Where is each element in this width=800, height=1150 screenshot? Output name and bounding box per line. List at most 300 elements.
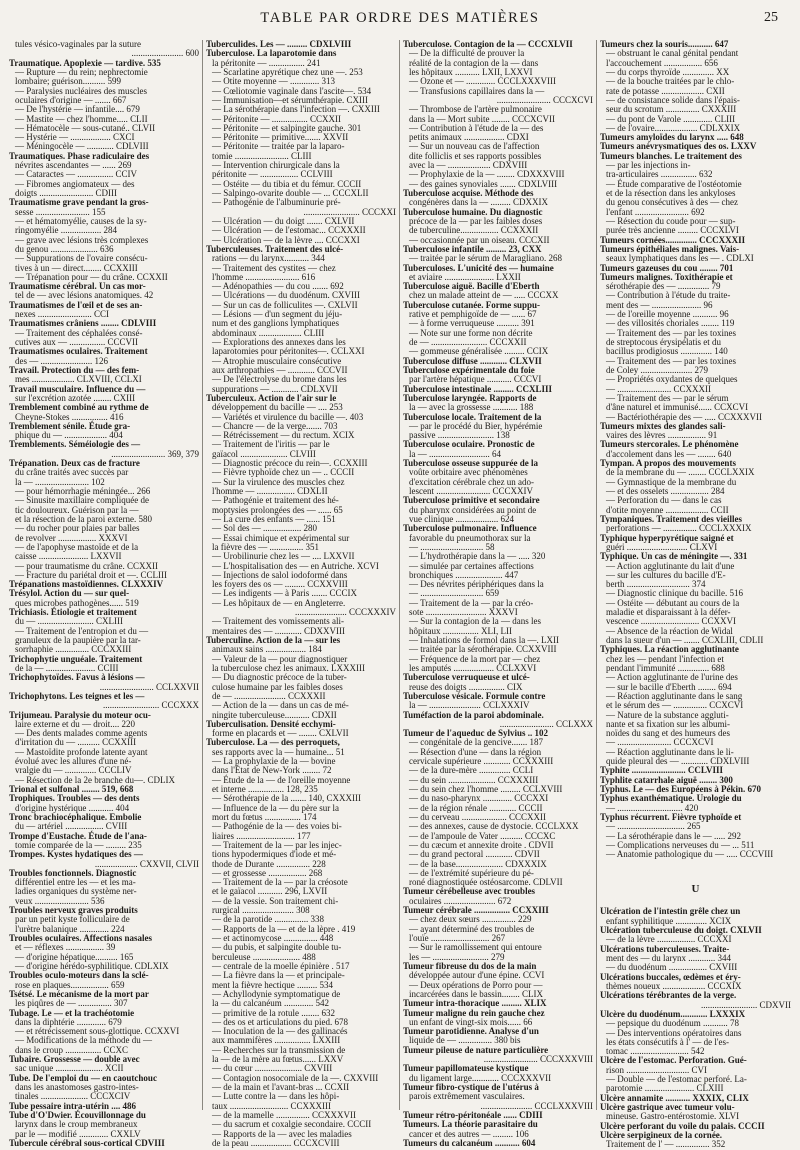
- index-entry-line: tic douloureux. Guérison par la —: [15, 504, 139, 515]
- index-entry-line: — par les injections in-: [606, 160, 691, 171]
- index-entry-heading: Tympan. A propos des mouvements: [600, 458, 736, 469]
- index-entry-line: — Contagion nosocomiale de la —. CXXVIII: [212, 1072, 379, 1083]
- index-entry-line: — Variétés et virulence du bacille —. 403: [212, 411, 364, 422]
- index-entry-heading: Tumeurs. La théorie parasitaire du: [403, 1119, 538, 1130]
- index-entry-heading: Tuberculose. La laparotomie dans: [206, 48, 337, 59]
- index-entry-heading: Tsétsé. Le mécanisme de la mort par: [9, 988, 149, 999]
- index-entry-line: — Cataractes — ................ CCIV: [15, 169, 137, 180]
- index-entry-line: — Ulcération — du doigt ....... CXLVII: [212, 215, 355, 226]
- page-number: 25: [764, 10, 778, 25]
- index-entry-heading: Tuberculine. Action de la — sur les: [206, 635, 341, 645]
- index-entry-line: — Deux opérations de Porro pour —: [409, 979, 543, 990]
- index-entry-line: avec la — ................... CDXVIII: [409, 160, 528, 171]
- index-entry-line: et aviaire ...................... LXXII: [409, 271, 521, 282]
- index-entry-line: ladies organiques du système ner-: [15, 886, 137, 897]
- index-entry-line: — Ostéite — débutant au cours de la: [606, 597, 740, 608]
- index-entry-heading: Tuberculose. Contagion de la — CCCXLVII: [403, 39, 573, 49]
- index-entry-line: — des gaines synoviales ....... CDXLVIII: [409, 178, 558, 189]
- index-entry-heading: Trichophytons. Les teignes et les —: [9, 690, 145, 701]
- index-entry-line: — Salpingo-ovarite double — ... CCCXLII: [212, 188, 369, 198]
- index-entry-line: un enfant de vingt-six mois...... 66: [409, 1016, 533, 1027]
- index-entry-heading: Tumeur rétro-péritonéale ...... CDIII: [403, 1109, 543, 1120]
- index-entry-line: forme en placards et — ........ CXLVII: [212, 728, 349, 739]
- index-entry-line: — Double — de l'estomac perforé. La-: [606, 1074, 747, 1085]
- index-entry-line: — Cœliotomie vaginale dans l'ascite—. 534: [212, 85, 372, 96]
- index-entry-line: de la membrane du — ........ CCCLXXIX: [606, 467, 755, 478]
- index-entry-heading: Tumeurs cornées.............. CCCXXXII: [600, 234, 746, 245]
- index-entry-line: sur l'excrétion azotée ........ CXIII: [15, 392, 136, 403]
- index-entry-line: la — ........................... 64: [409, 448, 501, 459]
- index-entry-line: ......................... CCCXXX: [102, 700, 199, 711]
- index-entry-line: — du duodénum ................. CXVIII: [606, 962, 738, 973]
- index-entry-line: — de l'ovaire................... CDLXXIX: [606, 122, 741, 133]
- index-entry-heading: Tuméfaction de la paroi abdominale.: [403, 709, 544, 720]
- index-entry-line: ................... CXXVII, CLVII: [94, 858, 199, 869]
- index-entry-heading: Tuberculose primitive et secondaire: [403, 495, 540, 506]
- index-entry-line: — Sur un cas de folliculites —. CXLVII: [212, 299, 358, 310]
- index-entry-line: du crâne traités avec succès par: [15, 467, 129, 478]
- index-entry-line: l'accouchement ................. 656: [606, 57, 718, 68]
- index-entry-heading: Ulcère de l'estomac. Perforation. Gué-: [600, 1055, 747, 1066]
- index-entry-line: — des annexes, cause de dystocie. CCCLXXX: [409, 821, 579, 832]
- index-entry-line: — Fibromes angiomateux — des: [15, 178, 135, 189]
- index-entry-line: précoce de la — par les faibles doses: [409, 215, 543, 226]
- index-entry-line: — de l'extrémité supérieure du pé-: [409, 867, 534, 878]
- index-entry-line: — congénitale de la gencive....... 187: [409, 737, 543, 748]
- index-entry-line: péritonite — ................. CCLVIII: [212, 169, 333, 180]
- index-entry-line: — Résection d'une — dans la région: [409, 746, 542, 757]
- index-entry-line: — ayant déterminé des troubles de: [409, 923, 535, 934]
- index-entry-line: la péritonite — ................ 241: [212, 57, 321, 68]
- index-entry-line: rurgical ....................... 308: [212, 905, 310, 916]
- index-entry-heading: Trésylol. Action du — sur quel-: [9, 588, 130, 599]
- index-entry-heading: Tumeurs stercorales. Le phénomène: [600, 439, 739, 450]
- index-entry-line: — Péritonite — traitée par la laparo-: [212, 141, 345, 152]
- index-entry-heading: Tuberculose pulmonaire. Influence: [403, 523, 537, 534]
- index-entry-line: — Transfusions capillaires dans la —: [409, 85, 545, 96]
- index-entry-line: — Des dents malades comme agents: [15, 728, 148, 739]
- index-entry-line: — du pont de Varole ............. CLIII: [606, 113, 736, 124]
- index-entry-line: lescent ........................ CCCXXIV: [409, 486, 533, 496]
- index-entry-line: et le gaïacol ........... 296, LXVII: [212, 886, 328, 897]
- index-entry-heading: Tuberculose humaine. Du diagnostic: [403, 206, 543, 217]
- index-entry-line: vaires des lèvres ................. 91: [606, 430, 718, 441]
- index-entry-heading: Tubage. Le — et la trachéotomie: [9, 1007, 135, 1018]
- index-entry-line: — Lésions — d'un segment du jéju-: [212, 309, 343, 320]
- index-entry-line: — ............................ 58: [409, 541, 495, 552]
- index-entry-line: mineuse. Gastro-entérostomie. XLVI: [606, 1111, 740, 1122]
- index-entry-line: tomac .......................... 542: [606, 1046, 705, 1057]
- index-entry-line: — Valeur de la — pour diagnostiquer: [212, 653, 348, 664]
- index-entry-line: — Fracture du pariétal droit et —. CCLIII: [15, 569, 167, 580]
- index-entry-line: — du naso-pharynx ............. CCCXXI: [409, 793, 549, 804]
- index-entry-heading: Troubles fonctionnels. Diagnostic: [9, 867, 137, 878]
- index-entry-heading: Tympaniques. Traitement des vieilles: [600, 513, 743, 524]
- index-entry-line: mort du fœtus ................ 174: [212, 811, 317, 822]
- index-entry-line: berth ............................ 374: [606, 579, 706, 590]
- index-entry-line: vescence .......................... CCXXVI: [606, 616, 736, 627]
- index-entry-line: chez les — pendant l'infection et: [606, 653, 724, 664]
- index-entry-line: — Traitement des cystites — chez: [212, 262, 336, 273]
- index-entry-line: hôpitaux ................ XLI, LII: [409, 625, 512, 636]
- index-entry-heading: Tumeurs du calcanéum ........... 604: [403, 1137, 536, 1148]
- page-title: TABLE PAR ORDRE DES MATIÈRES: [260, 10, 540, 26]
- index-entry-line: — Explorations des annexes dans les: [212, 337, 346, 347]
- index-entry-heading: Typhus. Le — des Européens à Pékin. 670: [600, 784, 761, 794]
- index-entry-line: — Traitement des vomissements ali-: [212, 616, 344, 627]
- index-entry-line: purée très ancienne ......... CCCXLVI: [606, 225, 739, 236]
- index-entry-line: — pepsique du duodénum ........... 78: [606, 1018, 739, 1029]
- index-entry-line: noïdes du sang et des humeurs des: [606, 728, 730, 739]
- index-entry-line: — La prophylaxie de la — bovine: [212, 756, 336, 767]
- index-entry-line: — Achyllodynie symptomatique de: [212, 988, 341, 999]
- index-entry-line: — L'hospitalisation des — en Autriche. XCVI: [212, 560, 379, 571]
- index-entry-line: de streptocous érysipélatis et du: [606, 337, 721, 347]
- index-entry-heading: Tuberculose infantile ......... 23, CXX: [403, 243, 542, 254]
- index-entry-line: — Méningocèle — ............ CDLVIII: [15, 141, 149, 152]
- index-columns: [6, 39, 794, 1150]
- index-entry-line: — Hystérie — .................. CXCI: [15, 132, 135, 143]
- index-entry-heading: Typhique hyperpyrétique saigné et: [600, 532, 734, 543]
- index-entry-heading: Trichiasis. Étiologie et traitement: [9, 607, 137, 618]
- index-entry-line: du — ......................... CXLIII: [15, 616, 123, 627]
- index-entry-line: — grave avec lésions très complexes: [15, 234, 149, 245]
- index-entry-heading: Trépanation. Deux cas de fracture: [9, 458, 140, 469]
- index-entry-line: culose humaine par les faibles doses: [212, 681, 343, 692]
- index-entry-line: dans la sueur d'un — ....... CCXLIII, CDLII: [606, 635, 764, 645]
- index-entry-line: d'âne naturel et immunisé...... CCXCVI: [606, 402, 749, 413]
- index-entry-line: et — réflexes ................. 39: [15, 942, 116, 953]
- index-entry-line: — Sur un nouveau cas de l'affection: [409, 141, 540, 152]
- index-entry-heading: Typhiques. La réaction agglutinante: [600, 644, 739, 655]
- index-entry-heading: Tuberculose locale. Traitement de la: [403, 411, 542, 422]
- index-entry-heading: Tuberculose vésicale. Formule contre: [403, 690, 546, 701]
- index-entry-line: ques microbes pathogènes...... 519: [15, 597, 139, 608]
- index-entry-line: — de la bouche traitées par le chlo-: [606, 76, 735, 87]
- index-entry-heading: Tubercule cérébral sous-cortical CDVIII: [9, 1137, 165, 1148]
- index-entry-line: ......................... CCCXXI: [303, 206, 396, 217]
- index-entry-heading: Trépanations mastoïdiennes. CLXXXIV: [9, 579, 164, 590]
- index-entry-line: — Thrombose de l'artère pulmonaire: [409, 104, 542, 115]
- index-entry-heading: Trophiques. Troubles — des dents: [9, 793, 140, 804]
- index-entry-line: — gommeuse généralisée ......... CCIX: [409, 346, 549, 357]
- index-entry-line: — Sur la contagion de la — dans les: [409, 616, 541, 627]
- index-entry-line: — et actinomycose ............... 448: [212, 933, 334, 943]
- index-entry-heading: Tumeur parotidienne. Analyse d'un: [403, 1026, 539, 1037]
- index-entry-heading: Ulcération de l'intestin grêle chez un: [600, 906, 741, 917]
- index-entry-heading: Traumatiques. Phase radiculaire des: [9, 150, 150, 161]
- index-entry-line: différentiel entre les — et les ma-: [15, 877, 136, 888]
- index-entry-line: la fièvre des — ............... 351: [212, 541, 319, 552]
- index-entry-line: — Lutte contre la — dans les hôpi-: [212, 1091, 340, 1102]
- index-entry-heading: Tuberculose aiguë. Bacille d'Eberth: [403, 281, 540, 292]
- index-entry-line: de tuberculine................. CCXXXII: [409, 225, 539, 236]
- index-entry-line: laparotomies pour péritonites—. CCLXXI: [212, 346, 365, 357]
- index-entry-line: nexes ........................ CCI: [15, 309, 109, 320]
- index-entry-heading: Ulcérations buccales, œdèmes et éry-: [600, 971, 741, 982]
- index-entry-line: — pour traumatisme du crâne. CCXXII: [15, 560, 158, 571]
- index-entry-line: évolué avec les allures d'une né-: [15, 756, 132, 767]
- index-entry-line: — Traitement de l'iritis — par le: [212, 439, 330, 450]
- index-entry-line: moptysies prolongées des — ...... 65: [212, 504, 343, 515]
- index-entry-heading: Tuberculose acquise. Méthode des: [403, 188, 534, 198]
- index-entry-line: — des os et articulations du pied. 678: [212, 1016, 348, 1027]
- index-entry-heading: Tumeur papillomateuse kystique: [403, 1063, 529, 1074]
- index-entry-line: num et des ganglions lymphatiques: [212, 318, 339, 329]
- index-entry-line: de la — ...................... CCIII: [15, 662, 119, 673]
- index-entry-heading: Tuberculose laryngée. Rapports de: [403, 392, 537, 403]
- index-entry-heading: Tuberculeuses. Traitement des ulcé-: [206, 243, 344, 254]
- index-entry-line: — de l'apophyse mastoïde et de la: [15, 541, 139, 552]
- index-entry-line: suppurations — ............ CDLXVII: [212, 383, 338, 394]
- index-entry-heading: Trompes. Kystes hydatiques des —: [9, 849, 143, 860]
- index-entry-line: ment des — ...................... 96: [606, 299, 713, 310]
- index-entry-line: — Du diagnostic précoce de la tuber-: [212, 672, 347, 683]
- index-entry-line: gaïacol ..................... CLVIII: [212, 448, 316, 459]
- index-entry-line: — centrale de la moelle épinière . 517: [212, 960, 350, 971]
- index-entry-heading: Ulcération tuberculeuse du doigt. CXLVII: [600, 925, 762, 936]
- index-entry-line: — pour hémorrhagie méningée... 266: [15, 486, 151, 496]
- index-entry-line: dans la diphtérie ............. 679: [15, 1016, 122, 1027]
- index-entry-line: — L'hydrothérapie dans la — ..... 320: [409, 551, 546, 562]
- index-entry-heading: Typhique. Un cas de méningite —. 331: [600, 551, 748, 562]
- index-entry-line: — Urobilinurie chez les — .... LXXVII: [212, 551, 355, 562]
- index-entry-line: — Traitement des — par les toxines: [606, 327, 736, 338]
- index-entry-heading: Tumeur maligne du rein gauche chez: [403, 1007, 545, 1018]
- index-entry-line: — Suppurations de l'ovaire consécu-: [15, 253, 148, 264]
- index-entry-heading: Trijumeau. Paralysie du moteur ocu-: [9, 709, 151, 720]
- index-entry-line: — Pathogénie de l'albuminurie pré-: [212, 197, 341, 208]
- index-entry-heading: Typhite ........................ CCLVIII: [600, 765, 724, 776]
- index-entry-line: et interne ................ 128, 235: [212, 784, 318, 794]
- index-entry-line: ment la fièvre hectique ......... 534: [212, 979, 333, 990]
- index-entry-line: thèmes noueux ................... CCCXIX: [606, 980, 742, 991]
- index-entry-heading: Tumeurs blanches. Le traitement des: [600, 150, 742, 161]
- index-entry-line: — Rupture — du rein; nephrectomie: [15, 66, 148, 77]
- index-entry-line: — Les hôpitaux de — en Angleterre.: [212, 597, 346, 608]
- index-entry-heading: Tumeurs chez la souris........... 647: [600, 39, 729, 49]
- index-entry-heading: Tumeurs épithéliales malignes. Vais-: [600, 243, 740, 254]
- index-entry-line: et la résection de la paroi externe. 580: [15, 513, 152, 524]
- index-entry-line: Cheyne-Stokes ................ 416: [15, 411, 124, 422]
- index-entry-heading: Tuberculose cutanée. Forme suppu-: [403, 299, 541, 310]
- index-entry-line: — Des interventions opératoires dans: [606, 1027, 742, 1038]
- index-entry-heading: Tumeur cérébrale ................ CCXXIII: [403, 905, 549, 916]
- index-entry-line: sac unique ..................... XCII: [15, 1063, 124, 1074]
- index-entry-line: ses rapports avec la — humaine... 51: [212, 746, 345, 757]
- index-entry-heading: Troubles oculo-moteurs dans la sclé-: [9, 970, 149, 981]
- index-entry-heading: Typhus exanthématique. Urologie du: [600, 793, 742, 804]
- index-entry-line: abdominaux ................... CLIII: [212, 327, 325, 338]
- index-entry-heading: Trompe d'Eustache. Étude de l'ana-: [9, 830, 147, 841]
- index-entry-line: aux arthropathies — ............ CCCVII: [212, 364, 348, 375]
- index-entry-line: et le sérum des — ............... CCXCVI: [606, 700, 744, 711]
- index-entry-line: — Réaction agglutinante dans le li-: [606, 746, 734, 757]
- index-entry-line: favorable du pneumothorax sur la: [409, 532, 531, 543]
- index-entry-line: — et grossesse ................. 268: [212, 867, 323, 878]
- index-entry-heading: Tumeur fibreuse du dos de la main: [403, 960, 537, 971]
- section-letter: U: [691, 883, 700, 896]
- index-entry-line: voûte orbitaire avec phénomènes: [409, 467, 528, 478]
- index-entry-line: les hôpitaux ........... LXII, LXXVI: [409, 66, 533, 77]
- index-entry-line: — Hématocèle — sous-cutané.. CLVII: [15, 122, 156, 133]
- index-entry-line: — et rétrécissement sous-glottique. CCXXVI: [15, 1026, 180, 1037]
- index-entry-line: l'ouïe .......................... 267: [409, 933, 506, 943]
- index-entry-line: — de la parotide ............... 338: [212, 914, 324, 925]
- index-entry-line: — ............................. 420: [606, 802, 699, 813]
- index-entry-heading: Tumeurs malignes. Toxithérapie et: [600, 271, 733, 282]
- index-entry-line: sorrhaphie ............... CCCXXIII: [15, 644, 132, 655]
- index-entry-line: parois extrêmement vasculaires.: [409, 1091, 525, 1102]
- index-entry-line: — Traitement des céphalées consé-: [15, 327, 143, 338]
- index-entry-heading: Trichophytoïdes. Favus à lésions —: [9, 672, 145, 683]
- index-entry-line: dite folliclis et ses rapports possibles: [409, 150, 542, 161]
- index-entry-line: tra-articulaires ................ 632: [606, 169, 713, 180]
- index-column-2: [203, 39, 400, 1148]
- index-entry-line: réalité de la contagion de la — dans: [409, 57, 539, 68]
- index-entry-line: — d'origine hérédo-syphilitique. CDLXIX: [15, 960, 169, 971]
- index-entry-line: — Ostéite — du tibia et du fémur. CCCII: [212, 178, 362, 189]
- index-entry-heading: Tuberculose diffuse ............ CLXVII: [403, 355, 542, 366]
- index-entry-line: oculaires d'origine — ....... 667: [15, 94, 127, 105]
- index-entry-line: l'homme ........................ 616: [212, 271, 316, 282]
- index-entry-line: les états consécutifs à l' — de l'es-: [606, 1036, 729, 1047]
- index-entry-line: rate de potasse ................... CXII: [606, 85, 725, 96]
- index-entry-line: névrites ascendantes — ...... 269: [15, 160, 132, 171]
- index-entry-line: développée autour d'une épine. CCVI: [409, 970, 545, 981]
- index-entry-line: du ligament large............ CCCXXXVII: [409, 1072, 552, 1083]
- index-entry-line: — Inhalations de formol dans la —. LXII: [409, 635, 559, 645]
- index-entry-line: seur du scrotum ............... CXXXIII: [606, 104, 737, 115]
- index-entry-line: — De la difficulté de prouver la: [409, 48, 525, 59]
- index-entry-line: guéri ........................... CLXVI: [606, 541, 718, 552]
- index-entry-line: — Traitement des — par les toxines: [606, 355, 736, 366]
- index-entry-line: ....................... CCCLXXXVIII: [480, 1100, 593, 1111]
- index-entry-line: pendant l'immunité .............. 688: [606, 662, 725, 673]
- index-entry-line: les amputés .................. CCLXXVI: [409, 662, 537, 673]
- index-entry-line: tel de — avec lésions anatomiques. 42: [15, 290, 154, 301]
- index-entry-line: — Ulcérations — du duodénum. CXVIII: [212, 290, 360, 301]
- index-entry-line: d'irritation du — .......... CCXXIII: [15, 737, 137, 748]
- index-entry-line: ........................ CCLXXVII: [99, 681, 199, 692]
- index-entry-heading: Traumatique. Apoplexie — tardive. 535: [9, 57, 161, 68]
- index-entry-line: — à forme verruqueuse .......... 391: [409, 318, 535, 329]
- index-entry-line: — traitée par la sérothérapie. CCXXVIII: [409, 644, 557, 655]
- index-entry-heading: Tronc brachiocéphalique. Embolie: [9, 811, 142, 822]
- index-entry-line: — Péritonite — et salpingite gauche. 301: [212, 122, 362, 133]
- index-entry-line: — La cure des enfants — ...... 151: [212, 513, 336, 524]
- index-entry-line: mentaires des — ............ CDXXVIII: [212, 625, 345, 636]
- index-entry-heading: Tuberculose oculaire. Pronostic de: [403, 439, 535, 450]
- index-entry-line: sote ........................... XXXVI: [409, 607, 518, 618]
- index-entry-line: berculeuse ..................... 488: [212, 951, 316, 962]
- index-entry-line: — Sol des — ................. 280: [212, 523, 318, 534]
- index-entry-heading: Tuberculose verruqueuse et ulcé-: [403, 672, 530, 683]
- index-entry-line: — de la mamelle ............... CCXXXVII: [212, 1109, 356, 1120]
- index-entry-line: les — ......................... 279: [409, 951, 505, 962]
- index-entry-line: — traitée par le sérum de Maragliano. 268: [409, 253, 562, 264]
- index-entry-line: la — du calcanéum ............. 542: [212, 998, 329, 1009]
- index-entry-line: — ........................ CCCXCVI: [606, 737, 714, 748]
- index-entry-line: laire externe et du — droit.... 220: [15, 718, 135, 729]
- index-entry-line: incarcérées dans le bassin........ CLIX: [409, 988, 543, 999]
- index-entry-line: cervicale supérieure ............ CCXXXIII: [409, 756, 554, 767]
- index-entry-line: — par le procédé du Bier, hypérémie: [409, 420, 543, 431]
- index-entry-heading: Tumeurs mixtes des glandes sali-: [600, 420, 726, 431]
- index-entry-line: — obstruant le canal génital pendant: [606, 48, 739, 59]
- index-entry-line: — de la région rénale ............ CCCII: [409, 802, 543, 813]
- index-entry-heading: Traumatisme cérébral. Un cas mor-: [9, 281, 146, 292]
- index-entry-line: — Traitement de la — par la créosote: [212, 877, 348, 888]
- index-entry-line: — d'origine hépatique.......... 165: [15, 951, 134, 962]
- index-entry-line: ........................ CCCXCVI: [496, 94, 593, 105]
- index-entry-line: lombaire; guérison.......... 599: [15, 76, 121, 87]
- index-entry-heading: Ulcère annamite ........... XXXIX, CLIX: [600, 1092, 749, 1103]
- index-entry-line: — du rocher pour plaies par balles: [15, 523, 140, 534]
- index-entry-line: — Atrophie musculaire consécutive: [212, 355, 342, 366]
- index-entry-line: — ............................ 659: [409, 588, 499, 599]
- index-entry-line: — Intervention chirurgicale dans la: [212, 160, 340, 171]
- index-entry-line: par le — modifié ............. CXXLV: [15, 1128, 141, 1139]
- index-entry-line: seaux lymphatiques dans les — . CDLXI: [606, 253, 754, 264]
- index-entry-heading: Ulcère gastrique avec tumeur volu-: [600, 1102, 735, 1112]
- index-column-1: [6, 39, 203, 1148]
- index-entry-line: rative et pemphigoïde de — ...... 67: [409, 309, 537, 320]
- index-entry-line: — Fréquence de la mort par — chez: [409, 653, 541, 664]
- index-entry-line: — Traitement des — par le sérum: [606, 392, 729, 403]
- index-entry-line: aux mammifères ................ LXXIII: [212, 1035, 341, 1046]
- index-entry-line: les piqûres de — ............... 307: [15, 998, 128, 1009]
- index-entry-line: l'homme — ................. CDXLII: [212, 486, 328, 496]
- index-entry-heading: Tube d'O'Dwier. Écouvillonnage du: [9, 1109, 146, 1120]
- index-entry-line: — Action agglutinante du lait d'une: [606, 560, 735, 571]
- index-entry-line: — Étude comparative de l'ostéotomie: [606, 178, 742, 189]
- index-entry-line: — Note sur une forme non décrite: [409, 327, 533, 338]
- index-entry-line: ........................ 369, 379: [111, 448, 199, 459]
- index-entry-line: oculaires ....................... 672: [409, 895, 512, 906]
- index-entry-line: — sur les cultures du bacille d'E-: [606, 569, 726, 580]
- index-entry-line: — Résection du coude pour — sup-: [606, 215, 736, 226]
- index-entry-heading: Tremblement sénile. Étude gra-: [9, 420, 131, 431]
- index-entry-line: dans l'État de New-York ........ 72: [212, 765, 332, 776]
- index-entry-line: tions hypodermiques d'iode et mé-: [212, 849, 337, 860]
- index-entry-line: — du cœur ..................... CXVIII: [212, 1063, 333, 1074]
- index-entry-line: — du pubis, et salpingite double tu-: [212, 942, 342, 953]
- index-entry-line: — Diagnostic clinique du bacille. 516: [606, 588, 743, 599]
- index-entry-line: parotomie ...................... CLXIII: [606, 1083, 724, 1094]
- spacer: [600, 860, 791, 869]
- index-entry-line: — Pathogénie et traitement des hé-: [212, 495, 339, 506]
- index-entry-line: — La fièvre dans la — et principale-: [212, 970, 345, 981]
- index-entry-line: — Contribution à l'étude du traite-: [606, 290, 731, 301]
- index-entry-line: — Rétrécissement — du rectum. XCIX: [212, 430, 355, 441]
- index-entry-line: — Adénopathies — du cou ....... 692: [212, 281, 344, 292]
- index-entry-line: — de l'oreille moyenne ........... 96: [606, 309, 729, 320]
- index-entry-line: — sur le bacille d'Eberth ........ 694: [606, 681, 732, 692]
- index-entry-line: l'urètre balanique ............. 224: [15, 923, 125, 934]
- index-entry-heading: Tuberculose expérimentale du foie: [403, 364, 535, 375]
- index-entry-line: — simulée par certaines affections: [409, 560, 534, 571]
- index-entry-line: mes ................... CLXVIII, CCLXI: [15, 374, 142, 385]
- index-entry-heading: Tube. De l'emploi du — en caoutchouc: [9, 1072, 157, 1083]
- index-entry-line: — Anatomie pathologique du — ..... CCCVIII: [606, 849, 774, 860]
- index-entry-line: — Trépanation pour — du crâne. CCXXII: [15, 271, 168, 282]
- index-entry-line: — de la base..................... CDXXXIX: [409, 858, 547, 869]
- index-entry-line: — de la lèvre ................. CCCXXI: [606, 934, 732, 945]
- index-entry-line: — Essai chimique et expérimental sur: [212, 532, 350, 543]
- index-entry-line: ......................... CDXVII: [701, 999, 791, 1010]
- index-entry-line: ....................... 600: [131, 48, 199, 59]
